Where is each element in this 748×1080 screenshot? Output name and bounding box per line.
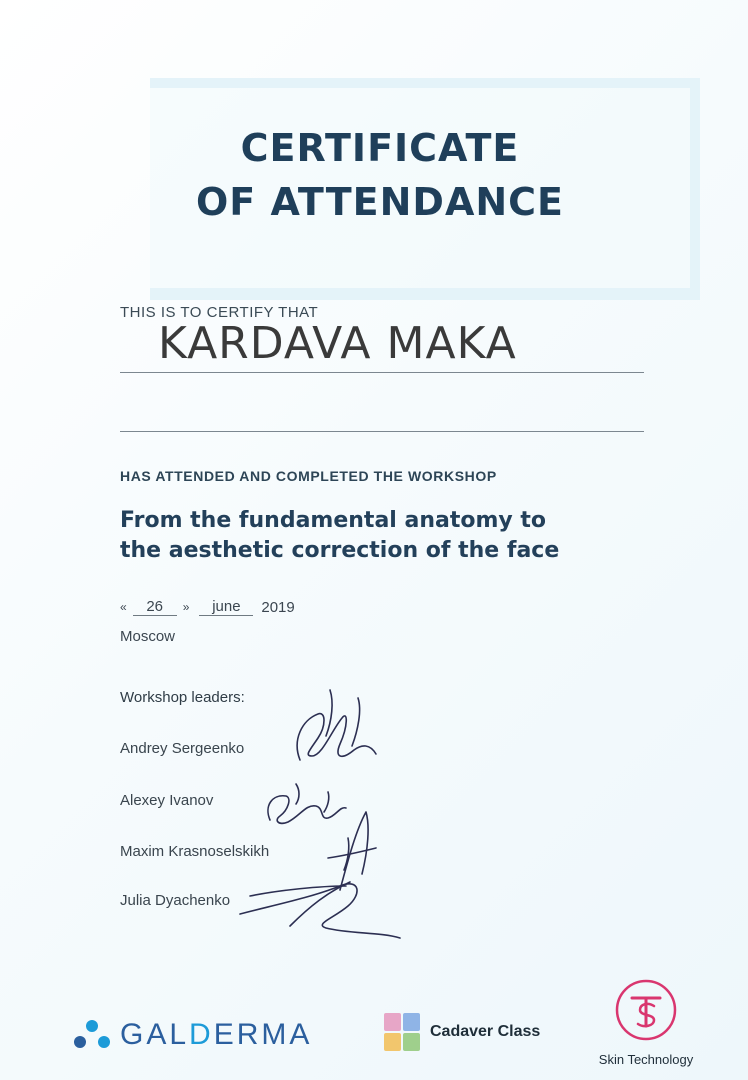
workshop-title-line1: From the fundamental anatomy to — [120, 508, 547, 533]
cadaver-class-logo — [384, 1013, 540, 1051]
certificate-title-line1: CERTIFICATE — [240, 126, 520, 170]
leader-name: Alexey Ivanov — [120, 792, 214, 809]
galderma-dots-icon — [72, 1018, 112, 1052]
skin-technology-label: Skin Technology — [598, 1052, 694, 1067]
skin-technology-logo — [586, 978, 706, 1067]
certificate-date — [120, 598, 295, 616]
galderma-logo — [72, 1018, 312, 1052]
ts-emblem-icon — [614, 978, 678, 1042]
date-close-quote: » — [182, 600, 190, 614]
leader-name: Julia Dyachenko — [120, 892, 231, 909]
name-underline — [120, 372, 644, 373]
date-open-quote: « — [120, 600, 127, 614]
workshop-title-line2: the aesthetic correction of the face — [120, 538, 560, 563]
certify-text: THIS IS TO CERTIFY THAT — [120, 304, 319, 321]
certificate-title-line2: OF ATTENDANCE — [195, 180, 565, 224]
blank-underline — [120, 431, 644, 432]
cadaver-class-label: Cadaver Class — [430, 1023, 541, 1040]
date-month: june — [199, 598, 253, 616]
galderma-wordmark: GALDERMA — [120, 1018, 313, 1051]
skull-tiles-icon — [384, 1013, 420, 1051]
date-day: 26 — [133, 598, 177, 616]
leader-signatures — [230, 680, 430, 940]
leader-name: Maxim Krasnoselskikh — [120, 843, 270, 860]
leader-name: Andrey Sergeenko — [120, 740, 245, 757]
city: Moscow — [120, 628, 176, 645]
date-year: 2019 — [261, 599, 295, 616]
recipient-name: KARDAVA MAKA — [158, 318, 517, 369]
workshop-leaders-heading: Workshop leaders: — [120, 689, 245, 706]
attended-text: HAS ATTENDED AND COMPLETED THE WORKSHOP — [120, 468, 497, 484]
